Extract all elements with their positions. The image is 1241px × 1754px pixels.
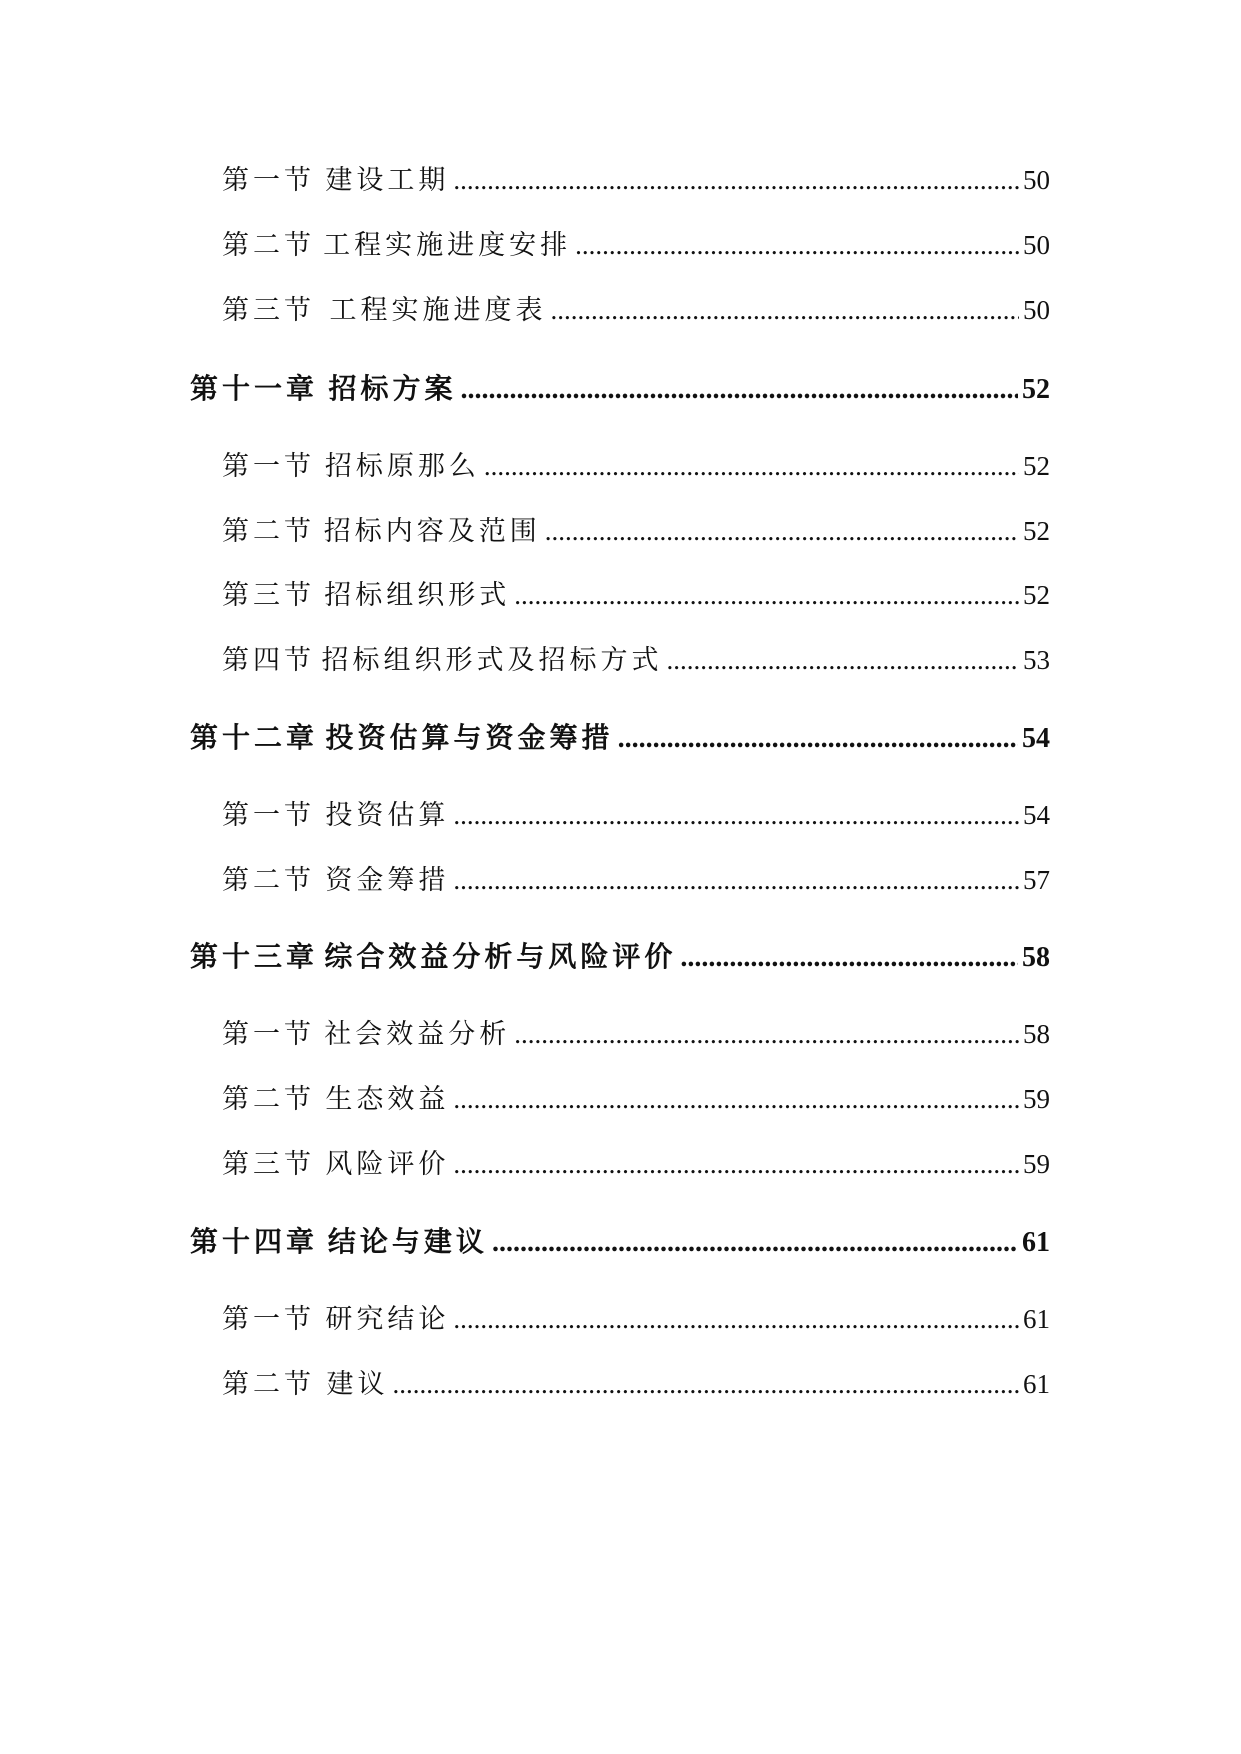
toc-entry-section[interactable] — [222, 167, 1050, 194]
page-number: 52 — [1022, 374, 1050, 405]
section-number: 第二节 — [222, 230, 315, 261]
section-title: 研究结论 — [325, 1304, 450, 1335]
page-number: 53 — [1023, 645, 1050, 675]
section-number: 第三节 — [222, 1149, 315, 1180]
dot-leader — [453, 167, 1019, 194]
dot-leader — [618, 725, 1018, 753]
dot-leader — [453, 802, 1019, 829]
toc-entry-section[interactable] — [222, 297, 1050, 324]
page-number: 58 — [1022, 942, 1050, 973]
toc-entry-section[interactable] — [222, 1086, 1050, 1113]
dot-leader — [680, 944, 1018, 972]
page-number: 57 — [1023, 865, 1050, 895]
toc-entry-chapter[interactable] — [190, 721, 1050, 754]
page-number: 61 — [1022, 1227, 1050, 1258]
section-number: 第一节 — [222, 800, 315, 831]
chapter-title: 招标方案 — [328, 372, 457, 405]
chapter-title: 结论与建议 — [327, 1225, 488, 1258]
toc-entry-section[interactable] — [222, 232, 1050, 259]
chapter-number: 第十二章 — [190, 721, 319, 754]
dot-leader — [545, 518, 1019, 545]
toc-entry-chapter[interactable] — [190, 372, 1050, 405]
page-number: 54 — [1022, 723, 1050, 754]
section-number: 第二节 — [222, 1369, 315, 1400]
dot-leader — [666, 647, 1019, 674]
section-title: 工程实施进度安排 — [323, 230, 572, 261]
section-title: 招标组织形式 — [324, 580, 511, 611]
dot-leader — [492, 1229, 1018, 1257]
section-title: 建议 — [326, 1369, 389, 1400]
toc-entry-section[interactable] — [222, 518, 1050, 545]
page-number: 58 — [1023, 1019, 1050, 1049]
section-number: 第一节 — [222, 1019, 315, 1050]
toc-entry-section[interactable] — [222, 867, 1050, 894]
page-number: 52 — [1023, 451, 1050, 481]
page-number: 52 — [1023, 516, 1050, 546]
dot-leader — [461, 376, 1018, 404]
toc-entry-section[interactable] — [222, 1021, 1050, 1048]
section-title: 社会效益分析 — [324, 1019, 511, 1050]
toc-entry-section[interactable] — [222, 1151, 1050, 1178]
chapter-title: 综合效益分析与风险评价 — [324, 940, 677, 973]
chapter-title: 投资估算与资金筹措 — [325, 721, 614, 754]
page-number: 52 — [1023, 580, 1050, 610]
toc-entry-section[interactable] — [222, 453, 1050, 480]
dot-leader — [453, 1151, 1019, 1178]
section-number: 第一节 — [222, 451, 315, 482]
section-number: 第三节 — [222, 295, 315, 326]
toc-entry-section[interactable] — [222, 582, 1050, 609]
section-number: 第三节 — [222, 580, 315, 611]
section-number: 第二节 — [222, 516, 315, 547]
section-title: 资金筹措 — [325, 865, 450, 896]
section-number: 第一节 — [222, 165, 315, 196]
dot-leader — [453, 867, 1019, 894]
section-title: 工程实施进度表 — [329, 295, 547, 326]
toc-entry-section[interactable] — [222, 647, 1050, 674]
section-title: 生态效益 — [325, 1084, 450, 1115]
page-number: 50 — [1023, 295, 1050, 325]
dot-leader — [514, 1021, 1019, 1048]
section-title: 招标内容及范围 — [323, 516, 541, 547]
section-title: 招标组织形式及招标方式 — [321, 645, 663, 676]
section-number: 第一节 — [222, 1304, 315, 1335]
section-title: 投资估算 — [325, 800, 450, 831]
page-number: 50 — [1023, 165, 1050, 195]
section-number: 第二节 — [222, 1084, 315, 1115]
dot-leader — [514, 582, 1019, 609]
page-number: 54 — [1023, 800, 1050, 830]
page-number: 61 — [1023, 1304, 1050, 1334]
toc-entry-chapter[interactable] — [190, 1225, 1050, 1258]
dot-leader — [453, 1086, 1019, 1113]
dot-leader — [575, 232, 1019, 259]
dot-leader — [551, 297, 1019, 324]
dot-leader — [393, 1371, 1019, 1398]
section-number: 第四节 — [222, 645, 315, 676]
toc-entry-section[interactable] — [222, 1371, 1050, 1398]
chapter-number: 第十三章 — [190, 940, 319, 973]
section-number: 第二节 — [222, 865, 315, 896]
chapter-number: 第十一章 — [190, 372, 319, 405]
section-title: 招标原那么 — [324, 451, 480, 482]
toc-entry-chapter[interactable] — [190, 940, 1050, 973]
toc-entry-section[interactable] — [222, 802, 1050, 829]
page-number: 59 — [1023, 1084, 1050, 1114]
toc-entry-section[interactable] — [222, 1306, 1050, 1333]
chapter-number: 第十四章 — [190, 1225, 319, 1258]
dot-leader — [453, 1306, 1019, 1333]
section-title: 风险评价 — [325, 1149, 450, 1180]
dot-leader — [484, 453, 1019, 480]
page-number: 59 — [1023, 1149, 1050, 1179]
page-number: 61 — [1023, 1369, 1050, 1399]
page-number: 50 — [1023, 230, 1050, 260]
section-title: 建设工期 — [325, 165, 450, 196]
